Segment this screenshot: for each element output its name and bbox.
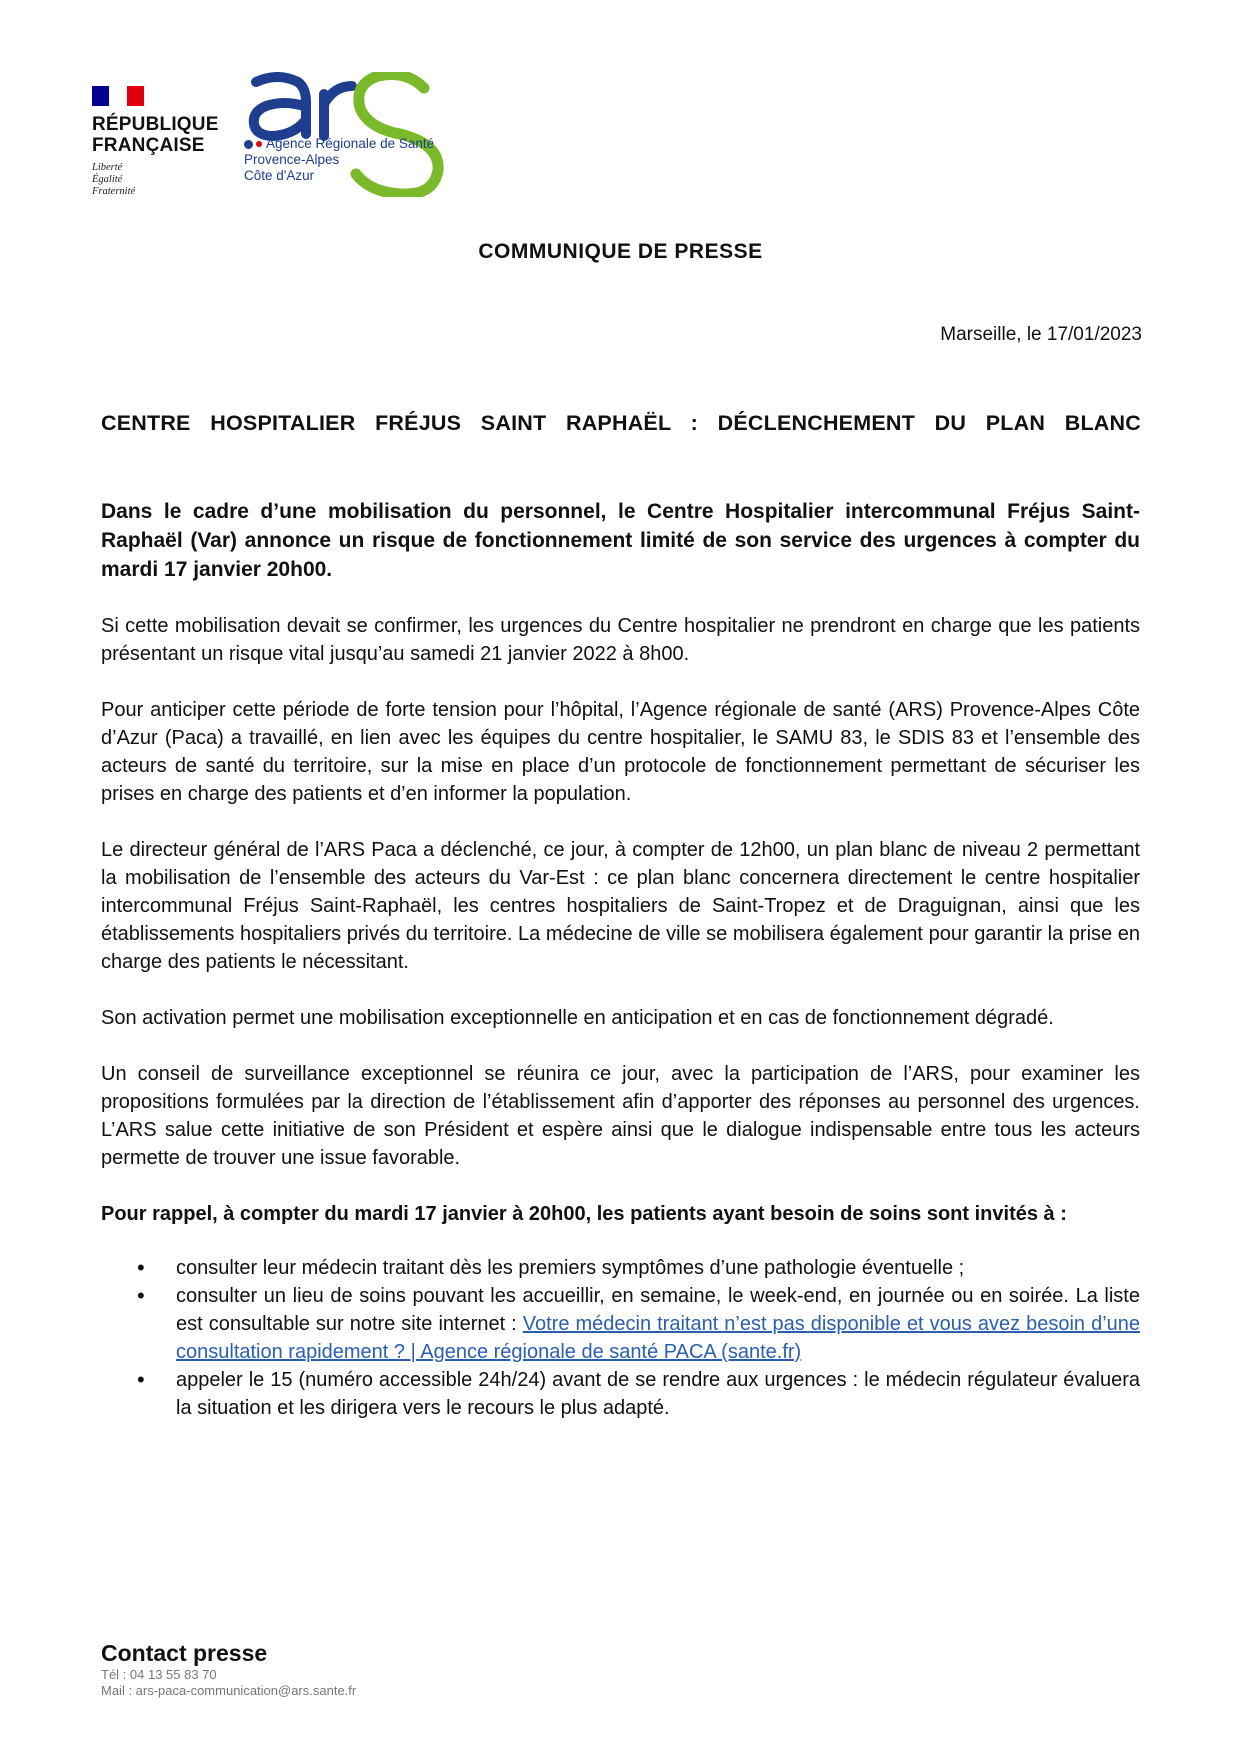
bullet-icon: • — [137, 1283, 145, 1308]
paragraph-4: Son activation permet une mobilisation exceptionnelle en anticipation et en cas de fonctionnement dégradé. — [101, 1007, 1054, 1029]
list-item-text: appeler le 15 (numéro accessible 24h/24) avant de se rendre aux urgences : le médecin régulateur évaluera la situation et les dirigera vers le recours le plus adapté. — [176, 1369, 1140, 1419]
body-text — [101, 497, 1140, 1422]
list-item-text: consulter leur médecin traitant dès les premiers symptômes d’une pathologie éventuelle ; — [176, 1257, 965, 1279]
ars-agency-name: Agence Régionale de Santé — [266, 136, 435, 151]
contact-mail: Mail : ars-paca-communication@ars.sante.fr — [101, 1683, 357, 1698]
document-title: CENTRE HOSPITALIER FRÉJUS SAINT RAPHAËL : DÉCLENCHEMENT DU PLAN BLANC — [101, 411, 1141, 435]
motto-fraternite: Fraternité — [92, 186, 136, 197]
lead-paragraph: Dans le cadre d’une mobilisation du personnel, le Centre Hospitalier intercommunal Fréjus Saint-Raphaël (Var) annonce un risque de fonctionnement limité de son service des urgences à compter du mardi 17 janvier 20h00. — [101, 500, 1140, 581]
ars-logo-text — [244, 136, 434, 184]
list-item — [101, 1254, 1140, 1282]
contact-title: Contact presse — [101, 1640, 268, 1666]
blue-dot-icon — [244, 140, 253, 149]
bullet-icon: • — [137, 1367, 145, 1392]
red-dot-icon — [256, 141, 262, 147]
advice-list — [101, 1254, 1140, 1422]
dateline: Marseille, le 17/01/2023 — [940, 324, 1142, 345]
paragraph-2: Pour anticiper cette période de forte tension pour l’hôpital, l’Agence régionale de santé (ARS) Provence-Alpes Côte d’Azur (Paca) a travaillé, en lien avec les équipes du centre hospitalier, le SAMU 83, le SDIS 83 et l’ensemble des acteurs de santé du territoire, sur la mise en place d’un protocole de fonctionnement permettant de sécuriser les prises en charge des patients et d’en informer la population. — [101, 699, 1140, 805]
list-item-text: consulter un lieu de soins pouvant les accueillir, en semaine, le week-end, en journée ou en soirée. La liste est consultable sur notre site internet : — [176, 1285, 1140, 1335]
bullet-icon: • — [137, 1255, 145, 1280]
list-item — [101, 1282, 1140, 1366]
contact-phone: Tél : 04 13 55 83 70 — [101, 1667, 217, 1682]
headline: COMMUNIQUE DE PRESSE — [478, 240, 763, 263]
paragraph-5: Un conseil de surveillance exceptionnel se réunira ce jour, avec la participation de l’ARS, pour examiner les propositions formulées par la direction de l’établissement afin d’apporter des réponses au personnel des urgences. L’ARS salue cette initiative de son Président et espère ainsi que le dialogue indispensable entre tous les acteurs permette de trouver une issue favorable. — [101, 1063, 1140, 1169]
french-flag-icon — [92, 86, 144, 106]
ars-consultation-link[interactable]: Votre médecin traitant n’est pas disponible et vous avez besoin d’une consultation rapidement ? | Agence régionale de santé PACA (sante.fr) — [176, 1313, 1141, 1363]
reminder-paragraph: Pour rappel, à compter du mardi 17 janvier à 20h00, les patients ayant besoin de soins sont invités à : — [101, 1203, 1067, 1225]
paragraph-1: Si cette mobilisation devait se confirmer, les urgences du Centre hospitalier ne prendront en charge que les patients présentant un risque vital jusqu’au samedi 21 janvier 2022 à 8h00. — [101, 615, 1140, 665]
paragraph-3: Le directeur général de l’ARS Paca a déclenché, ce jour, à compter de 12h00, un plan blanc de niveau 2 permettant la mobilisation de l’ensemble des acteurs du Var-Est : ce plan blanc concernera directement le centre hospitalier intercommunal Fréjus Saint-Raphaël, les centres hospitaliers de Saint-Tropez et de Draguignan, ainsi que les établissements hospitaliers privés du territoire. La médecine de ville se mobilisera également pour garantir la prise en charge des patients le nécessitant. — [101, 839, 1140, 973]
republique-francaise-logo — [92, 86, 232, 198]
ars-region-line-1: Provence-Alpes — [244, 152, 340, 167]
ars-region-line-2: Côte d'Azur — [244, 168, 315, 183]
republique-name-line-2: FRANÇAISE — [92, 135, 205, 156]
motto-liberte: Liberté — [92, 162, 123, 173]
press-contact — [101, 1640, 356, 1699]
list-item — [101, 1366, 1140, 1422]
motto-egalite: Égalité — [92, 174, 123, 185]
republique-name-line-1: RÉPUBLIQUE — [92, 114, 219, 135]
